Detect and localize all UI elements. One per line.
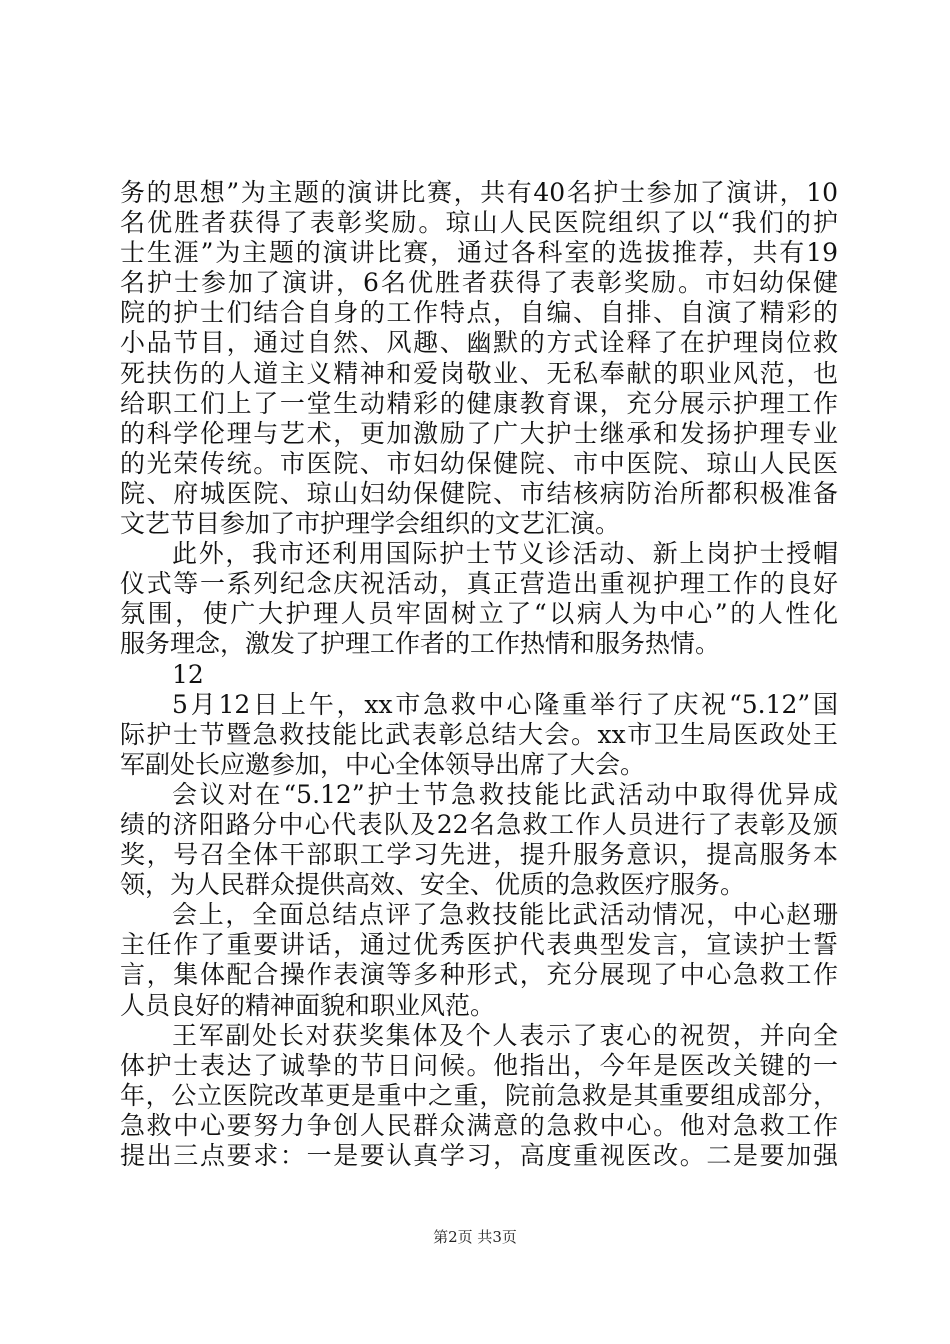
text-line: 死扶伤的人道主义精神和爱岗敬业、无私奉献的职业风范，也 — [120, 358, 838, 388]
text-line: 会上，全面总结点评了急救技能比武活动情况，中心赵珊 — [172, 900, 838, 930]
text-line: 文艺节目参加了市护理学会组织的文艺汇演。 — [120, 509, 621, 539]
text-line: 小品节目，通过自然、风趣、幽默的方式诠释了在护理岗位救 — [120, 328, 838, 358]
text-line: 氛围，使广大护理人员牢固树立了“以病人为中心”的人性化 — [120, 599, 838, 629]
text-line: 体护士表达了诚挚的节日问候。他指出，今年是医改关键的一 — [120, 1050, 838, 1080]
text-line: 提出三点要求：一是要认真学习，高度重视医改。二是要加强 — [120, 1141, 838, 1170]
text-line: 急救中心要努力争创人民群众满意的急救中心。他对急救工作 — [120, 1110, 838, 1140]
text-line: 12 — [172, 659, 204, 689]
body-text — [120, 178, 838, 1171]
text-line: 5月12日上午，xx市急救中心隆重举行了庆祝“5.12”国 — [172, 689, 838, 719]
text-line: 主任作了重要讲话，通过优秀医护代表典型发言，宣读护士誓 — [120, 930, 838, 960]
text-line: 的科学伦理与艺术，更加激励了广大护士继承和发扬护理专业 — [120, 418, 838, 448]
text-line: 人员良好的精神面貌和职业风范。 — [120, 990, 496, 1020]
text-line: 院、府城医院、琼山妇幼保健院、市结核病防治所都积极准备 — [120, 478, 838, 508]
text-line: 言，集体配合操作表演等多种形式，充分展现了中心急救工作 — [120, 960, 838, 990]
text-line: 会议对在“5.12”护士节急救技能比武活动中取得优异成 — [172, 779, 838, 809]
text-line: 院的护士们结合自身的工作特点，自编、自排、自演了精彩的 — [120, 298, 838, 328]
page-footer: 第2页 共3页 — [433, 1228, 517, 1246]
text-line: 士生涯”为主题的演讲比赛，通过各科室的选拔推荐，共有19 — [120, 238, 838, 268]
text-line: 务的思想”为主题的演讲比赛，共有40名护士参加了演讲，10 — [120, 178, 838, 207]
text-line: 领，为人民群众提供高效、安全、优质的急救医疗服务。 — [120, 870, 746, 900]
text-line: 名优胜者获得了表彰奖励。琼山人民医院组织了以“我们的护 — [120, 208, 838, 238]
text-line: 绩的济阳路分中心代表队及22名急救工作人员进行了表彰及颁 — [120, 809, 838, 839]
text-line: 军副处长应邀参加，中心全体领导出席了大会。 — [120, 749, 646, 779]
text-line: 王军副处长对获奖集体及个人表示了衷心的祝贺，并向全 — [172, 1020, 838, 1050]
text-line: 服务理念，激发了护理工作者的工作热情和服务热情。 — [120, 629, 721, 659]
text-line: 名护士参加了演讲，6名优胜者获得了表彰奖励。市妇幼保健 — [120, 268, 838, 298]
text-line: 仪式等一系列纪念庆祝活动，真正营造出重视护理工作的良好 — [120, 569, 838, 599]
text-line: 奖，号召全体干部职工学习先进，提升服务意识，提高服务本 — [120, 840, 838, 870]
text-line: 年，公立医院改革更是重中之重，院前急救是其重要组成部分， — [120, 1080, 838, 1110]
text-line: 此外，我市还利用国际护士节义诊活动、新上岗护士授帽 — [172, 539, 838, 569]
text-line: 的光荣传统。市医院、市妇幼保健院、市中医院、琼山人民医 — [120, 448, 838, 478]
text-line: 际护士节暨急救技能比武表彰总结大会。xx市卫生局医政处王 — [120, 719, 838, 749]
text-line: 给职工们上了一堂生动精彩的健康教育课，充分展示护理工作 — [120, 388, 838, 418]
